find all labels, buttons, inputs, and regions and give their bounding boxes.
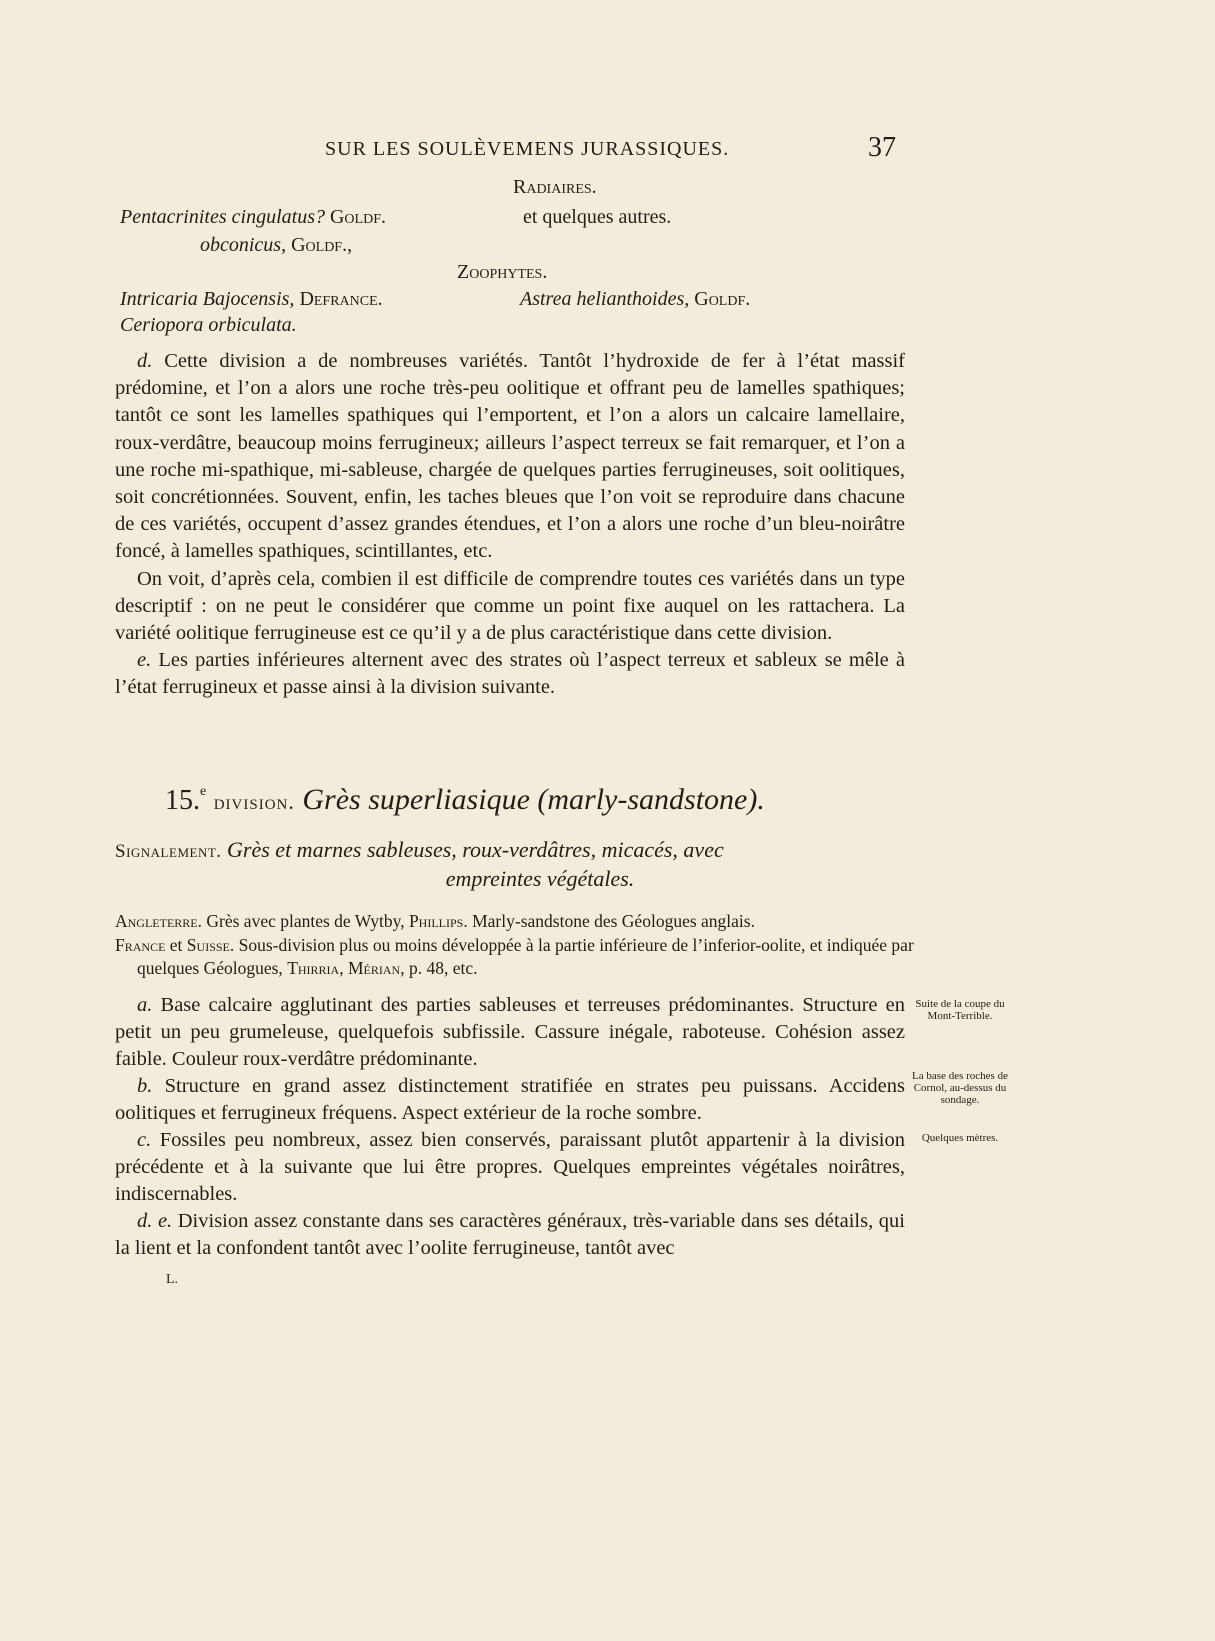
item-de — [115, 1208, 905, 1262]
fossil-obconicus — [200, 234, 352, 257]
fossil-author: Goldf., — [291, 234, 353, 256]
radiaires-heading: Radiaires. — [513, 176, 597, 198]
fossil-name: obconicus, — [200, 234, 287, 256]
item-text: Fossiles peu nombreux, assez bien conservés, paraissant plutôt appartenir à la division précédente et à la suivante que lui être propres. Quelques empreintes végétales noirâtres, indiscernables. — [115, 1129, 906, 1205]
margin-note-coupe: Suite de la coupe du Mont-Terrible. — [915, 998, 1005, 1022]
division-sup: e — [200, 784, 207, 799]
item-b — [115, 1073, 905, 1127]
item-label: a. — [137, 994, 153, 1016]
region-france-suisse — [115, 934, 915, 981]
signalement-line-2: empreintes végétales. — [445, 866, 635, 891]
paragraph-text: On voit, d’après cela, combien il est difficile de comprendre toutes ces variétés dans un type descriptif : on ne peut le considérer que comme un point fixe auquel on les rattachera. La variété oolitique ferrugineuse est ce qu’il y a de plus caractéristique dans cette division. — [115, 567, 905, 645]
fossil-name: Ceriopora orbiculata. — [120, 314, 297, 336]
division-title: Grès superliasique (marly-sandstone). — [302, 783, 765, 816]
margin-note-cornol: La base des roches de Cornol, au-dessus du sondage. — [912, 1070, 1008, 1106]
author: Thirria, — [287, 958, 344, 978]
running-head: SUR LES SOULÈVEMENS JURASSIQUES. — [325, 138, 730, 160]
items-block — [115, 992, 905, 1262]
fossil-author: Defrance. — [299, 288, 383, 310]
description-block — [115, 348, 905, 702]
item-text: Structure en grand assez distinctement stratifiée en strates peu puissans. Accidens oolitiques et ferrugineux fréquens. Aspect extérieur de la roche sombre. — [115, 1075, 905, 1124]
region-text: p. 48, etc. — [408, 958, 478, 978]
fossil-name: Intricaria Bajocensis, — [120, 288, 295, 310]
paragraph-label: e. — [137, 649, 152, 672]
item-label: d. e. — [137, 1210, 173, 1232]
fossil-pentacrinites — [120, 206, 386, 229]
fossil-name: Pentacrinites cingulatus? — [120, 206, 325, 228]
region-text: Sous-division plus ou moins développée à la partie inférieure de l’inferior-oolite, et indiquée par quelques Géologues, — [137, 934, 914, 978]
paragraph-e — [115, 647, 905, 701]
signalement — [115, 836, 905, 892]
paragraph-label: d. — [137, 350, 153, 372]
fossil-ceriopora — [120, 314, 297, 337]
item-c — [115, 1127, 905, 1208]
fossil-author: Goldf. — [694, 288, 751, 310]
regions-block — [115, 910, 915, 981]
division-number: 15. — [165, 785, 200, 816]
region-text: Marly-sandstone des Géologues anglais. — [472, 911, 755, 931]
signalement-lead: Signalement. — [115, 841, 222, 862]
fossil-author: Goldf. — [329, 206, 386, 228]
fossil-et-autres: et quelques autres. — [523, 206, 672, 228]
author: Mérian, — [347, 958, 405, 978]
catchword: L. — [166, 1272, 179, 1287]
signalement-text: Grès et marnes sableuses, roux-verdâtres, micacés, avec — [227, 837, 724, 862]
region-angleterre — [115, 910, 915, 934]
paragraph-text: Les parties inférieures alternent avec des strates où l’aspect terreux et sableux se mêle à l’état ferrugineux et passe ainsi à la division suivante. — [115, 649, 906, 699]
zoophytes-heading: Zoophytes. — [457, 261, 548, 283]
fossil-intricaria — [120, 288, 383, 311]
division-heading — [165, 783, 905, 817]
margin-note-metres: Quelques mètres. — [921, 1132, 999, 1144]
region-name: France — [115, 934, 166, 955]
paragraph-on-voit — [115, 566, 905, 648]
item-text: Base calcaire agglutinant des parties sableuses et terreuses prédominantes. Structure en petit un peu grumeleuse, quelquefois subfissile. Cassure inégale, raboteuse. Cohésion assez faible. Couleur roux-verdâtre prédominante. — [115, 994, 906, 1070]
page-number: 37 — [868, 132, 896, 163]
fossil-name: Astrea helianthoides, — [520, 288, 690, 310]
fossil-astrea — [520, 288, 750, 311]
region-text: et — [169, 934, 183, 955]
division-word: division. — [213, 789, 295, 814]
region-name: Suisse. — [186, 934, 235, 955]
item-label: b. — [137, 1075, 153, 1097]
paragraph-d — [115, 348, 905, 566]
region-text: Grès avec plantes de Wytby, — [206, 911, 405, 931]
signalement-line-1 — [115, 836, 905, 865]
item-text: Division assez constante dans ses caractères généraux, très-variable dans ses détails, qui la lient et la confondent tantôt avec l’oolite ferrugineuse, tantôt avec — [115, 1210, 905, 1259]
item-label: c. — [137, 1129, 152, 1151]
item-a — [115, 992, 905, 1073]
author: Phillips. — [408, 911, 468, 931]
region-name: Angleterre. — [115, 911, 203, 931]
paragraph-text: Cette division a de nombreuses variétés. Tantôt l’hydroxide de fer à l’état massif prédomine, et l’on a alors une roche très-peu oolitique et offrant peu de lamelles spathiques; tantôt ce sont les lamelles spathiques qui l’emportent, et l’on a alors un calcaire lamellaire, roux-verdâtre, beaucoup moins ferrugineux; ailleurs l’aspect terreux se fait remarquer, et l’on a une roche mi-spathique, mi-sableuse, chargée de quelques parties ferrugineuses, soit oolitiques, soit concrétionnées. Souvent, enfin, les taches bleues que l’on voit se reproduire dans chacune de ces variétés, occupent d’assez grandes étendues, et l’on a alors une roche d’un bleu-noirâtre foncé, à lamelles spathiques, scintillantes, etc. — [115, 350, 905, 563]
